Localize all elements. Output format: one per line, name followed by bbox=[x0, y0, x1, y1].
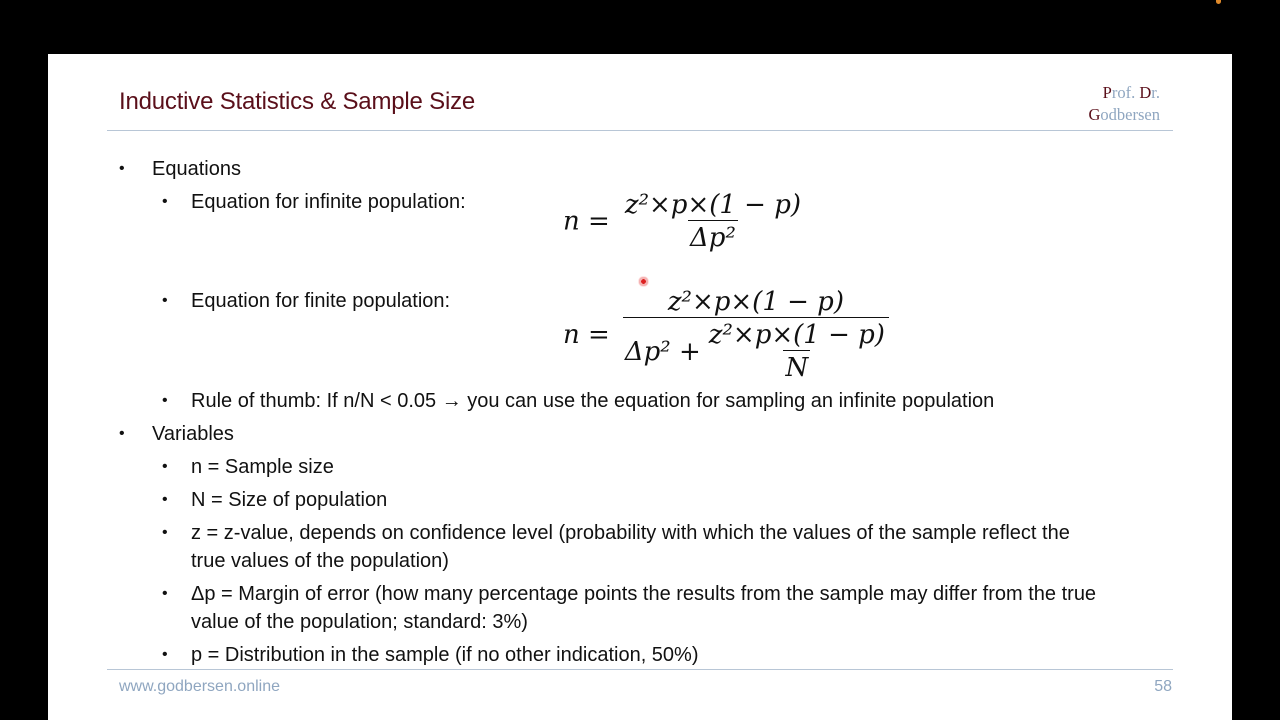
laser-pointer bbox=[638, 276, 649, 287]
bullet-N: N = Size of population bbox=[191, 489, 388, 511]
bullet-p: p = Distribution in the sample (if no other indication, 50%) bbox=[191, 644, 699, 666]
page-number: 58 bbox=[1154, 678, 1172, 695]
bullet-glyph: • bbox=[162, 392, 168, 409]
bullet-glyph: • bbox=[119, 160, 125, 177]
bullet-glyph: • bbox=[119, 425, 125, 442]
bullet-glyph: • bbox=[162, 585, 168, 602]
bullet-equations: Equations bbox=[152, 158, 241, 180]
brand-logo: Prof. Dr. Godbersen bbox=[1088, 83, 1160, 124]
bullet-z-line1: z = z-value, depends on confidence level (probability with which the values of the sample reflect the bbox=[191, 522, 1070, 544]
bullet-finite: Equation for finite population: bbox=[191, 290, 451, 312]
bullet-glyph: • bbox=[162, 491, 168, 508]
bullet-glyph: • bbox=[162, 646, 168, 663]
header-divider bbox=[107, 130, 1173, 131]
bullet-delta-p-line1: Δp = Margin of error (how many percentage points the results from the sample may differ from the true bbox=[191, 583, 1097, 605]
equation-infinite: n = $\frac{\text{z²×p×(1 − p)}}{\text{Δp²}}$ bbox=[563, 190, 802, 253]
slide bbox=[48, 54, 1232, 720]
bullet-n: n = Sample size bbox=[191, 456, 334, 478]
bullet-glyph: • bbox=[162, 458, 168, 475]
bullet-z-line2: true values of the population) bbox=[191, 550, 449, 572]
footer-divider bbox=[107, 669, 1173, 670]
footer-url: www.godbersen.online bbox=[119, 678, 280, 695]
equation-finite: n = z²×p×(1 − p) Δp² + $\frac{\text{z²×p×(1 − p)}}{N}$ bbox=[563, 287, 889, 383]
bullet-variables: Variables bbox=[152, 423, 234, 445]
bullet-infinite: Equation for infinite population: bbox=[191, 191, 466, 213]
bullet-glyph: • bbox=[162, 292, 168, 309]
bullet-rule-of-thumb: Rule of thumb: If n/N < 0.05 → you can use the equation for sampling an infinite population bbox=[191, 390, 995, 412]
bullet-glyph: • bbox=[162, 193, 168, 210]
bullet-delta-p-line2: value of the population; standard: 3%) bbox=[191, 611, 528, 633]
slide-title: Inductive Statistics & Sample Size bbox=[119, 88, 476, 115]
recording-indicator bbox=[1216, 0, 1221, 4]
bullet-glyph: • bbox=[162, 524, 168, 541]
